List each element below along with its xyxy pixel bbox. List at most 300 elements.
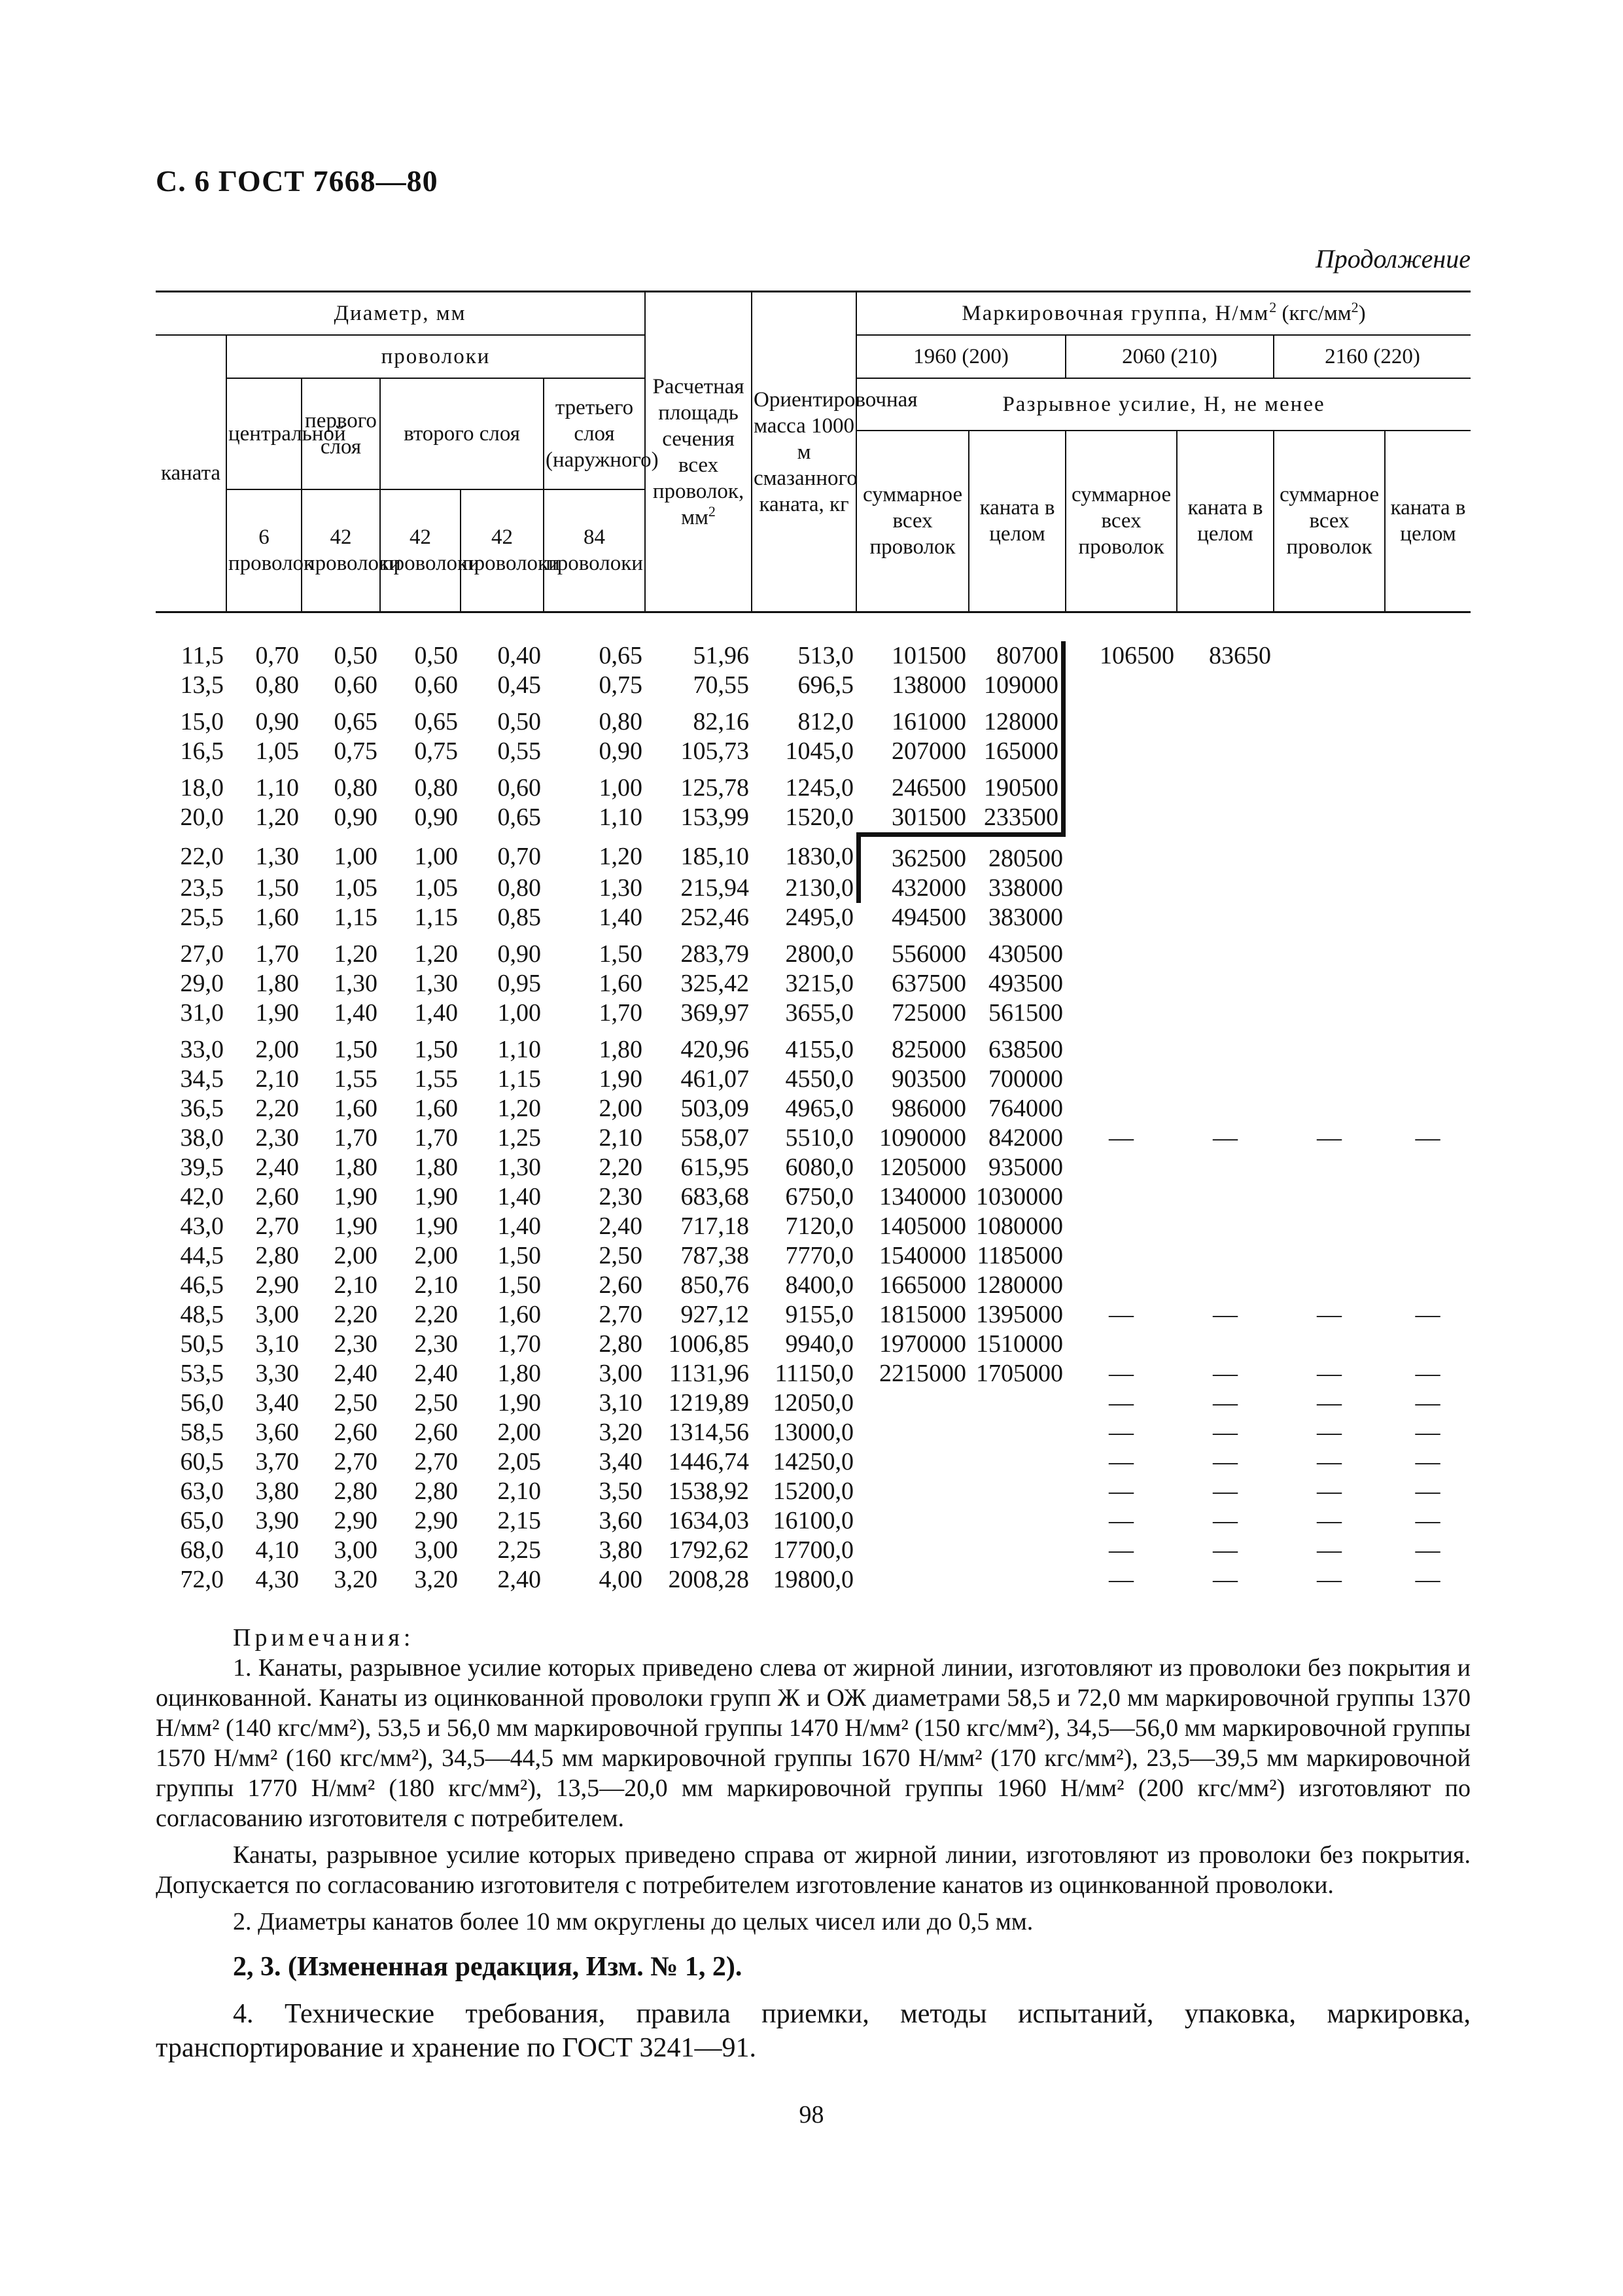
- table-cell: 0,85: [497, 904, 541, 931]
- table-cell: 1131,96: [669, 1360, 749, 1387]
- table-cell: 1314,56: [668, 1419, 749, 1446]
- table-cell: —: [1415, 1301, 1440, 1328]
- table-cell: 2,00: [334, 1242, 377, 1269]
- table-cell: 68,0: [180, 1536, 224, 1564]
- table-cell: 935000: [988, 1154, 1063, 1181]
- table-cell: 325,42: [680, 970, 749, 997]
- table-cell: [1274, 1271, 1385, 1300]
- table-cell: 2,50: [599, 1242, 642, 1269]
- table-cell: 65,0: [180, 1507, 224, 1534]
- table-cell: 2,90: [414, 1507, 458, 1534]
- table-cell: 1090000: [879, 1124, 966, 1152]
- table-cell: [1177, 1271, 1274, 1300]
- table-cell: 3,80: [599, 1536, 642, 1564]
- table-cell: —: [1415, 1448, 1440, 1475]
- table-cell: [1066, 969, 1177, 998]
- table-cell: 1,80: [334, 1154, 377, 1181]
- paragraph-4: 4. Технические требования, правила приемки, методы испытаний, упаковка, маркировка, транспортирование и хранение по ГОСТ 3241—91.: [156, 1999, 1471, 2063]
- table-cell: 4,00: [599, 1566, 642, 1593]
- table-cell: 1,00: [334, 842, 377, 870]
- table-cell: 2,20: [599, 1154, 642, 1181]
- table-cell: 1,30: [599, 874, 642, 902]
- table-cell: 1,70: [497, 1330, 541, 1358]
- header-sum-all-2060: суммарное всех проволок: [1066, 431, 1177, 612]
- table-cell: 16100,0: [773, 1507, 854, 1534]
- table-cell: 1,25: [497, 1124, 541, 1152]
- table-cell: 3,30: [255, 1360, 299, 1387]
- table-cell: 0,75: [599, 671, 642, 699]
- table-cell: 1,30: [414, 970, 458, 997]
- table-cell: 0,70: [255, 642, 299, 669]
- table-cell: 717,18: [680, 1212, 749, 1240]
- notes-title: Примечания:: [233, 1624, 415, 1651]
- table-cell: 1340000: [879, 1183, 966, 1210]
- table-cell: 72,0: [180, 1566, 224, 1593]
- table-cell: [1177, 1028, 1274, 1065]
- table-cell: —: [1317, 1477, 1342, 1505]
- table-cell: 63,0: [180, 1477, 224, 1505]
- table-cell: [1066, 1028, 1177, 1065]
- table-cell: 1,90: [497, 1389, 541, 1417]
- table-cell: 58,5: [180, 1419, 224, 1446]
- table-cell: 283,79: [680, 940, 749, 968]
- table-cell: 1,90: [334, 1212, 377, 1240]
- table-cell: 1,30: [334, 970, 377, 997]
- table-cell: 83650: [1209, 642, 1271, 669]
- header-central: центральной: [226, 378, 302, 489]
- table-cell: 7770,0: [785, 1242, 854, 1269]
- table-cell: —: [1415, 1507, 1440, 1534]
- table-cell: 1045,0: [785, 737, 854, 765]
- table-cell: 3,20: [414, 1566, 458, 1593]
- table-cell: —: [1109, 1301, 1134, 1328]
- table-cell: 2,05: [497, 1448, 541, 1475]
- table-cell: 233500: [969, 803, 1066, 832]
- table-cell: 1,10: [497, 1036, 541, 1063]
- table-cell: 2,80: [599, 1330, 642, 1358]
- table-cell: —: [1213, 1419, 1238, 1446]
- table-cell: 50,5: [180, 1330, 224, 1358]
- table-cell: 1,20: [334, 940, 377, 968]
- table-cell: 2,80: [414, 1477, 458, 1505]
- table-cell: 615,95: [680, 1154, 749, 1181]
- table-cell: [1385, 832, 1471, 874]
- table-cell: 1,55: [334, 1065, 377, 1093]
- table-cell: 0,60: [497, 774, 541, 802]
- table-cell: [1274, 903, 1385, 932]
- table-cell: 17700,0: [773, 1536, 854, 1564]
- table-cell: [1066, 737, 1177, 766]
- table-cell: 2215000: [879, 1360, 966, 1387]
- table-cell: [1385, 903, 1471, 932]
- table-cell: 513,0: [797, 642, 854, 669]
- table-cell: 3,00: [334, 1536, 377, 1564]
- table-cell: 3,40: [599, 1448, 642, 1475]
- table-cell: 2,50: [334, 1389, 377, 1417]
- table-cell: [1177, 874, 1274, 903]
- table-cell: 0,80: [334, 774, 377, 802]
- table-cell: 51,96: [693, 642, 749, 669]
- table-cell: 36,5: [180, 1095, 224, 1122]
- table-cell: 1,15: [414, 904, 458, 931]
- table-cell: 2,20: [255, 1095, 299, 1122]
- table-cell: 1,90: [414, 1212, 458, 1240]
- table-cell: [1385, 1153, 1471, 1182]
- table-cell: 0,80: [497, 874, 541, 902]
- table-cell: [1066, 1271, 1177, 1300]
- table-cell: 1,60: [334, 1095, 377, 1122]
- table-cell: 31,0: [180, 999, 224, 1027]
- header-rope-whole-2160: каната в целом: [1385, 431, 1471, 612]
- table-cell: [1385, 932, 1471, 969]
- table-cell: —: [1213, 1389, 1238, 1417]
- table-row: [156, 1182, 1471, 1212]
- table-cell: 0,95: [497, 970, 541, 997]
- table-cell: 2,90: [334, 1507, 377, 1534]
- table-cell: 3,20: [599, 1419, 642, 1446]
- table-cell: 2495,0: [785, 904, 854, 931]
- table-cell: —: [1317, 1419, 1342, 1446]
- table-cell: 1520,0: [785, 804, 854, 831]
- table-cell: 787,38: [680, 1242, 749, 1269]
- table-cell: 9940,0: [785, 1330, 854, 1358]
- table-row: [156, 998, 1471, 1028]
- table-cell: —: [1415, 1477, 1440, 1505]
- table-cell: 0,50: [497, 708, 541, 735]
- table-row: [156, 700, 1471, 737]
- table-cell: 683,68: [680, 1183, 749, 1210]
- table-cell: 2,80: [255, 1242, 299, 1269]
- table-cell: 1,70: [255, 940, 299, 968]
- table-cell: 1815000: [879, 1301, 966, 1328]
- table-cell: 420,96: [680, 1036, 749, 1063]
- note-1: 1. Канаты, разрывное усилие которых приведено слева от жирной линии, изготовляют из проволоки без покрытия и оцинкованной. Канаты из оцинкованной проволоки групп Ж и ОЖ диаметрами 58,5 и 72,0 мм маркировочной группы 1370 Н/мм² (140 кгс/мм²), 53,5 и 56,0 мм маркировочной группы 1470 Н/мм² (150 кгс/мм²), 34,5—56,0 мм маркировочной группы 1570 Н/мм² (160 кгс/мм²), 34,5—44,5 мм маркировочной группы 1670 Н/мм² (170 кгс/мм²), 23,5—39,5 мм маркировочной группы 1770 Н/мм² (180 кгс/мм²), 13,5—20,0 мм маркировочной группы 1960 Н/мм² (200 кгс/мм²) изготовляют по согласованию изготовителя с потребителем.: [156, 1654, 1471, 1832]
- table-cell: 2,20: [414, 1301, 458, 1328]
- table-cell: 105,73: [680, 737, 749, 765]
- table-cell: 2,30: [334, 1330, 377, 1358]
- table-cell: —: [1415, 1566, 1440, 1593]
- table-cell: [1385, 737, 1471, 766]
- table-cell: 42,0: [180, 1183, 224, 1210]
- table-row: [156, 1447, 1471, 1477]
- table-cell: [1177, 700, 1274, 737]
- table-cell: —: [1317, 1389, 1342, 1417]
- table-cell: 850,76: [680, 1271, 749, 1299]
- header-group-2060: 2060 (210): [1066, 335, 1274, 378]
- table-cell: 3215,0: [785, 970, 854, 997]
- table-cell: —: [1109, 1389, 1134, 1417]
- table-cell: 3,20: [334, 1566, 377, 1593]
- table-cell: —: [1415, 1536, 1440, 1564]
- table-cell: 101500: [892, 642, 966, 669]
- table-cell: 3,80: [255, 1477, 299, 1505]
- table-cell: 1792,62: [668, 1536, 749, 1564]
- table-cell: 48,5: [180, 1301, 224, 1328]
- table-cell: 2,10: [334, 1271, 377, 1299]
- table-cell: 362500: [856, 832, 969, 874]
- table-cell: [1274, 1182, 1385, 1212]
- table-cell: 556000: [892, 940, 966, 968]
- table-row: [156, 832, 1471, 874]
- table-cell: 1,20: [255, 804, 299, 831]
- table-cell: —: [1415, 1389, 1440, 1417]
- table-cell: 3,60: [599, 1507, 642, 1534]
- table-cell: 2130,0: [785, 874, 854, 902]
- table-cell: 2008,28: [668, 1566, 749, 1593]
- table-cell: 2,40: [414, 1360, 458, 1387]
- header-group-2160: 2160 (220): [1274, 335, 1471, 378]
- table-cell: 0,90: [599, 737, 642, 765]
- table-cell: 2,10: [414, 1271, 458, 1299]
- table-cell: 1,90: [255, 999, 299, 1027]
- table-cell: 161000: [892, 708, 966, 735]
- table-cell: 2,30: [255, 1124, 299, 1152]
- table-row: [156, 803, 1471, 832]
- table-cell: 3,60: [255, 1419, 299, 1446]
- table-cell: 16,5: [180, 737, 224, 765]
- table-cell: [1385, 1182, 1471, 1212]
- page-number: 98: [799, 2101, 824, 2128]
- table-cell: [1177, 903, 1274, 932]
- table-cell: [1066, 700, 1177, 737]
- table-cell: 1,90: [334, 1183, 377, 1210]
- header-wires-42-first: 42 проволоки: [302, 489, 380, 612]
- table-cell: 1,60: [255, 904, 299, 931]
- table-cell: [1177, 1212, 1274, 1241]
- table-cell: 2,30: [599, 1183, 642, 1210]
- table-row: [156, 1153, 1471, 1182]
- table-cell: [1274, 1094, 1385, 1123]
- table-cell: 1446,74: [668, 1448, 749, 1475]
- table-cell: [1066, 1153, 1177, 1182]
- table-cell: [1274, 874, 1385, 903]
- table-cell: 109000: [969, 671, 1066, 700]
- table-cell: [969, 1477, 1066, 1506]
- table-cell: 4550,0: [785, 1065, 854, 1093]
- table-row: [156, 1330, 1471, 1359]
- table-cell: 1,00: [414, 842, 458, 870]
- table-cell: 280500: [969, 832, 1066, 874]
- header-breaking-force: Разрывное усилие, Н, не менее: [856, 378, 1471, 431]
- table-cell: 13,5: [180, 671, 224, 699]
- table-cell: 1,80: [497, 1360, 541, 1387]
- table-cell: [1177, 969, 1274, 998]
- table-cell: [1066, 1330, 1177, 1359]
- table-row: [156, 671, 1471, 700]
- table-cell: [969, 1388, 1066, 1418]
- table-cell: 1970000: [879, 1330, 966, 1358]
- document-identifier: С. 6 ГОСТ 7668—80: [156, 164, 438, 198]
- table-cell: [969, 1506, 1066, 1536]
- table-cell: 207000: [892, 737, 966, 765]
- table-cell: 1,40: [497, 1212, 541, 1240]
- table-cell: [1066, 1212, 1177, 1241]
- table-cell: 1,50: [255, 874, 299, 902]
- table-cell: [1274, 969, 1385, 998]
- table-cell: 2,00: [497, 1419, 541, 1446]
- table-row: [156, 1477, 1471, 1506]
- table-row: [156, 1359, 1471, 1388]
- table-cell: 2,10: [599, 1124, 642, 1152]
- table-row: [156, 969, 1471, 998]
- table-cell: [1385, 1241, 1471, 1271]
- table-cell: 1,90: [414, 1183, 458, 1210]
- data-rows: [156, 641, 1471, 1595]
- header-wires-6: 6 проволок: [226, 489, 302, 612]
- table-cell: 2,40: [255, 1154, 299, 1181]
- table-cell: [1385, 766, 1471, 803]
- table-row: [156, 1123, 1471, 1153]
- table-cell: 0,80: [414, 774, 458, 802]
- table-cell: 2,00: [255, 1036, 299, 1063]
- table-cell: —: [1109, 1536, 1134, 1564]
- header-table: [156, 291, 1471, 613]
- table-cell: 0,90: [255, 708, 299, 735]
- table-cell: 2,80: [334, 1477, 377, 1505]
- table-cell: 3,10: [255, 1330, 299, 1358]
- table-cell: —: [1213, 1566, 1238, 1593]
- table-cell: 2,70: [334, 1448, 377, 1475]
- table-cell: 432000: [856, 874, 969, 903]
- table-cell: 1185000: [977, 1242, 1063, 1269]
- table-cell: 3,00: [255, 1301, 299, 1328]
- table-cell: [1385, 874, 1471, 903]
- table-cell: 1665000: [879, 1271, 966, 1299]
- table-cell: 696,5: [797, 671, 854, 699]
- header-mass: Ориентировочная масса 1000 м смазанного каната, кг: [752, 292, 856, 612]
- table-cell: —: [1317, 1124, 1342, 1152]
- table-cell: 56,0: [180, 1389, 224, 1417]
- table-cell: [1274, 803, 1385, 832]
- table-cell: 128000: [969, 700, 1066, 737]
- table-row: [156, 1300, 1471, 1330]
- table-row: [156, 1212, 1471, 1241]
- table-cell: 1,15: [497, 1065, 541, 1093]
- table-row: [156, 766, 1471, 803]
- table-cell: [1066, 832, 1177, 874]
- table-cell: [1177, 1241, 1274, 1271]
- note-1-continued: Канаты, разрывное усилие которых приведено справа от жирной линии, изготовляют из проволоки без покрытия. Допускается по согласованию изготовителя с потребителем изготовление канатов из оцинкованной проволоки.: [156, 1841, 1471, 1899]
- amendment-note: 2, 3. (Измененная редакция, Изм. № 1, 2).: [233, 1952, 742, 1982]
- header-wires: проволоки: [226, 335, 645, 378]
- table-cell: 46,5: [180, 1271, 224, 1299]
- table-cell: —: [1213, 1536, 1238, 1564]
- table-cell: 1,80: [414, 1154, 458, 1181]
- table-cell: 12050,0: [773, 1389, 854, 1417]
- table-cell: 2,70: [255, 1212, 299, 1240]
- table-cell: 1,10: [599, 804, 642, 831]
- table-cell: 3,50: [599, 1477, 642, 1505]
- table-cell: [1385, 998, 1471, 1028]
- table-cell: [856, 1418, 969, 1447]
- table-cell: 383000: [988, 904, 1063, 931]
- table-cell: 3,40: [255, 1389, 299, 1417]
- table-row: [156, 1065, 1471, 1094]
- table-cell: 20,0: [180, 804, 224, 831]
- table-cell: 13000,0: [773, 1419, 854, 1446]
- table-cell: [1177, 803, 1274, 832]
- table-cell: 638500: [988, 1036, 1063, 1063]
- table-cell: 29,0: [180, 970, 224, 997]
- table-cell: 70,55: [693, 671, 749, 699]
- header-sum-all-2160: суммарное всех проволок: [1274, 431, 1385, 612]
- table-cell: [1177, 737, 1274, 766]
- table-cell: 5510,0: [785, 1124, 854, 1152]
- table-cell: 725000: [892, 999, 966, 1027]
- table-cell: 1540000: [879, 1242, 966, 1269]
- table-cell: —: [1213, 1124, 1238, 1152]
- table-cell: 1,40: [599, 904, 642, 931]
- table-body: [156, 641, 1471, 1595]
- table-cell: [1177, 1153, 1274, 1182]
- table-cell: [1066, 1182, 1177, 1212]
- table-cell: 1,10: [255, 774, 299, 802]
- table-cell: 3,00: [599, 1360, 642, 1387]
- table-row: [156, 1565, 1471, 1595]
- table-cell: 503,09: [680, 1095, 749, 1122]
- table-cell: 0,75: [334, 737, 377, 765]
- header-second-layer: второго слоя: [380, 378, 544, 489]
- table-cell: 25,5: [180, 904, 224, 931]
- table-cell: 19800,0: [773, 1566, 854, 1593]
- table-cell: 60,5: [180, 1448, 224, 1475]
- table-cell: 2,25: [497, 1536, 541, 1564]
- table-cell: [1385, 1094, 1471, 1123]
- header-area: Расчетная площадь сечения всех проволок, $мм^2$: [645, 292, 752, 612]
- table-cell: 0,55: [497, 737, 541, 765]
- table-cell: 903500: [892, 1065, 966, 1093]
- table-cell: 2,10: [497, 1477, 541, 1505]
- table-cell: 9155,0: [785, 1301, 854, 1328]
- table-cell: 0,45: [497, 671, 541, 699]
- table-cell: [969, 1565, 1066, 1595]
- table-cell: 33,0: [180, 1036, 224, 1063]
- table-cell: 14250,0: [773, 1448, 854, 1475]
- table-cell: 1,80: [599, 1036, 642, 1063]
- table-cell: 1,30: [497, 1154, 541, 1181]
- table-cell: 1006,85: [668, 1330, 749, 1358]
- table-cell: 2,00: [599, 1095, 642, 1122]
- table-cell: 0,60: [334, 671, 377, 699]
- table-cell: [1177, 1182, 1274, 1212]
- header-wires-42-second-a: 42 проволоки: [380, 489, 461, 612]
- header-rope-whole-1960: каната в целом: [969, 431, 1066, 612]
- table-cell: 185,10: [680, 842, 749, 870]
- table-cell: 0,40: [497, 642, 541, 669]
- table-cell: 494500: [892, 904, 966, 931]
- table-cell: 301500: [892, 804, 966, 831]
- table-cell: [1385, 700, 1471, 737]
- table-cell: [856, 1447, 969, 1477]
- table-cell: 1,50: [334, 1036, 377, 1063]
- table-cell: 7120,0: [785, 1212, 854, 1240]
- table-cell: 1,00: [497, 999, 541, 1027]
- table-cell: [1385, 641, 1471, 671]
- table-cell: [1274, 1212, 1385, 1241]
- table-cell: [1385, 1212, 1471, 1241]
- table-cell: 0,90: [497, 940, 541, 968]
- table-cell: 0,75: [414, 737, 458, 765]
- table-cell: 15200,0: [773, 1477, 854, 1505]
- table-cell: [969, 1536, 1066, 1565]
- table-cell: 1,05: [255, 737, 299, 765]
- table-cell: 1,20: [497, 1095, 541, 1122]
- table-row: [156, 1028, 1471, 1065]
- table-cell: [1177, 832, 1274, 874]
- table-cell: 1,20: [414, 940, 458, 968]
- table-cell: [1066, 766, 1177, 803]
- table-cell: 1245,0: [785, 774, 854, 802]
